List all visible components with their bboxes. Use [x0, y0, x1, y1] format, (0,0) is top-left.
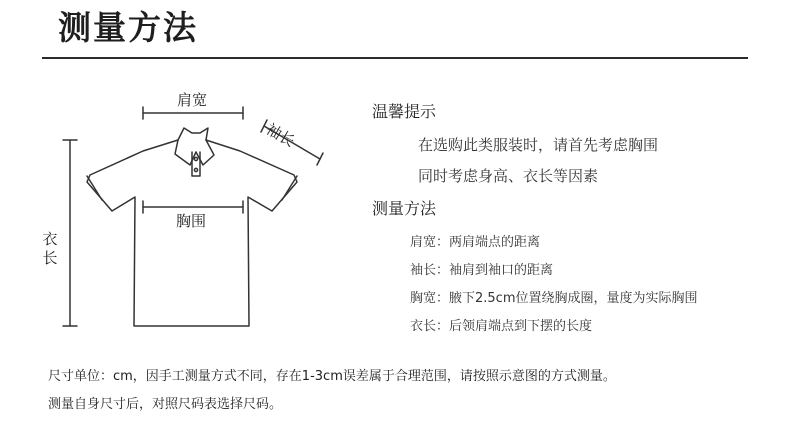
length-label: 衣长 — [42, 230, 58, 267]
tip-line-2: 同时考虑身高、衣长等因素 — [418, 167, 599, 185]
shoulder-label: 肩宽 — [177, 91, 208, 109]
collar-left-flap — [175, 140, 196, 165]
footnote-line-1: 尺寸单位：cm，因手工测量方式不同，存在1-3cm误差属于合理范围，请按照示意图的方式测量。 — [48, 369, 616, 384]
method-heading: 测量方法 — [372, 199, 437, 218]
method-item-chest: 胸宽：腋下2.5cm位置绕胸成圈，量度为实际胸围 — [410, 291, 698, 306]
tips-heading: 温馨提示 — [372, 102, 437, 121]
placket — [192, 152, 200, 176]
button-top — [194, 157, 197, 160]
collar-right-flap — [196, 140, 214, 165]
polo-shirt-diagram — [0, 60, 360, 350]
tip-line-1: 在选购此类服装时，请首先考虑胸围 — [418, 136, 659, 154]
collar-outline — [178, 128, 208, 140]
sleeve-dimension-tick-bottom — [317, 153, 323, 165]
method-item-shoulder: 肩宽：两肩端点的距离 — [410, 235, 541, 250]
page-title: 测量方法 — [58, 8, 198, 47]
footnote-line-2: 测量自身尺寸后，对照尺码表选择尺码。 — [48, 397, 283, 412]
right-cuff-line — [282, 176, 297, 200]
title-divider — [42, 57, 748, 59]
left-cuff-line — [87, 176, 102, 200]
button-bottom — [194, 168, 197, 171]
sleeve-label: 袖长 — [263, 120, 298, 151]
method-item-sleeve: 袖长：袖肩到袖口的距离 — [410, 263, 554, 278]
method-item-length: 衣长：后领肩端点到下摆的长度 — [410, 319, 593, 334]
chest-label: 胸围 — [176, 212, 207, 230]
